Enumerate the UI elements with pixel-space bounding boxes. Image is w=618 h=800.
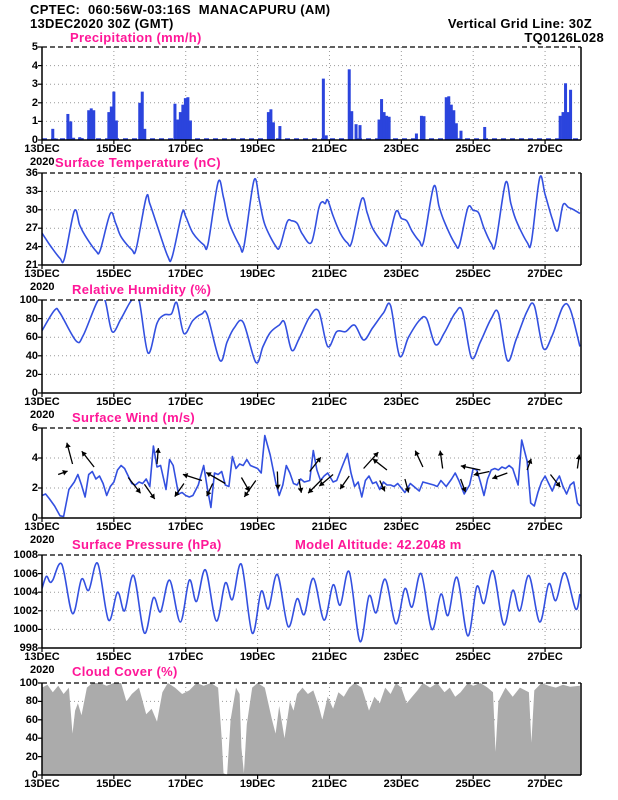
- ytick-pressure-1002: 1002: [13, 604, 38, 617]
- xtick-temp-17DEC: 17DEC: [167, 268, 204, 280]
- xtick-pressure-17DEC: 17DEC: [167, 651, 204, 663]
- xtick-cloud-15DEC: 15DEC: [96, 778, 132, 790]
- ytick-cloud-60: 60: [25, 713, 38, 726]
- xtick-pressure-15DEC: 15DEC: [96, 651, 132, 663]
- run-datetime: 13DEC2020 30Z (GMT): [30, 16, 174, 31]
- ytick-cloud-0: 0: [31, 769, 38, 781]
- humidity-series: [42, 295, 580, 363]
- xtick-cloud-23DEC: 23DEC: [383, 778, 420, 790]
- xtick-wind-23DEC: 23DEC: [383, 521, 420, 533]
- ytick-pressure-1008: 1008: [13, 549, 38, 561]
- xtick-pressure-13DEC: 13DEC: [24, 651, 60, 663]
- panel-precip: [38, 47, 581, 144]
- ytick-precip-5: 5: [31, 41, 38, 53]
- temp-series: [42, 176, 580, 263]
- panel-pressure: [38, 555, 581, 652]
- xtick-temp-21DEC: 21DEC: [311, 268, 348, 280]
- ytick-humidity-0: 0: [31, 387, 38, 399]
- xtick-humidity-13DEC: 13DEC: [24, 396, 60, 408]
- vertical-grid-note: Vertical Grid Line: 30Z: [447, 16, 592, 31]
- panel-title-precip: Precipitation (mm/h): [70, 30, 202, 45]
- xtick-wind-15DEC: 15DEC: [96, 521, 132, 533]
- xtick-temp-13DEC: 13DEC: [24, 268, 60, 280]
- xtick-pressure-23DEC: 23DEC: [383, 651, 420, 663]
- ytick-humidity-40: 40: [25, 349, 38, 362]
- ytick-temp-21: 21: [25, 259, 38, 271]
- ytick-humidity-100: 100: [19, 294, 38, 306]
- panel-temp: [38, 173, 581, 269]
- ytick-precip-2: 2: [31, 96, 38, 109]
- station-header: CPTEC: 060:56W-03:16S MANACAPURU (AM): [30, 2, 331, 17]
- ytick-pressure-1004: 1004: [13, 586, 38, 599]
- xtick-precip-15DEC: 15DEC: [96, 143, 132, 155]
- xtick-humidity-25DEC: 25DEC: [455, 396, 491, 408]
- year-label-pressure: 2020: [30, 664, 55, 676]
- xtick-pressure-21DEC: 21DEC: [311, 651, 348, 663]
- ytick-pressure-1000: 1000: [13, 623, 38, 636]
- xtick-temp-19DEC: 19DEC: [239, 268, 276, 280]
- ytick-humidity-80: 80: [25, 312, 38, 325]
- xtick-humidity-17DEC: 17DEC: [167, 396, 204, 408]
- panel-cloud: [38, 683, 581, 779]
- year-label-humidity: 2020: [30, 409, 55, 421]
- xtick-wind-13DEC: 13DEC: [24, 521, 60, 533]
- xtick-wind-21DEC: 21DEC: [311, 521, 348, 533]
- year-label-temp: 2020: [30, 281, 55, 293]
- xtick-humidity-21DEC: 21DEC: [311, 396, 348, 408]
- xtick-pressure-27DEC: 27DEC: [527, 651, 563, 663]
- xtick-precip-25DEC: 25DEC: [455, 143, 491, 155]
- xtick-wind-27DEC: 27DEC: [527, 521, 563, 533]
- model-id: TQ0126L028: [524, 30, 604, 45]
- panel-wind: [38, 428, 582, 522]
- ytick-wind-6: 6: [31, 422, 38, 434]
- ytick-humidity-60: 60: [25, 331, 38, 344]
- panel-humidity: [38, 295, 581, 397]
- xtick-precip-19DEC: 19DEC: [239, 143, 276, 155]
- panel-title-pressure: Surface Pressure (hPa): [72, 537, 222, 552]
- ytick-wind-4: 4: [31, 452, 38, 464]
- ytick-cloud-20: 20: [25, 750, 38, 763]
- ytick-cloud-40: 40: [25, 732, 38, 745]
- xtick-cloud-19DEC: 19DEC: [239, 778, 276, 790]
- ytick-temp-30: 30: [25, 203, 38, 216]
- xtick-pressure-19DEC: 19DEC: [239, 651, 276, 663]
- xtick-wind-19DEC: 19DEC: [239, 521, 276, 533]
- wind-arrows: [58, 443, 581, 499]
- ytick-precip-4: 4: [31, 59, 38, 72]
- xtick-humidity-23DEC: 23DEC: [383, 396, 420, 408]
- xtick-humidity-19DEC: 19DEC: [239, 396, 276, 408]
- year-label-wind: 2020: [30, 534, 55, 546]
- panel-title-wind: Surface Wind (m/s): [72, 410, 196, 425]
- ytick-temp-33: 33: [25, 185, 38, 198]
- panel-title-cloud: Cloud Cover (%): [72, 664, 178, 679]
- ytick-cloud-80: 80: [25, 695, 38, 708]
- cloud-series: [42, 683, 581, 775]
- panel-title-humidity: Relative Humidity (%): [72, 282, 212, 297]
- xtick-humidity-27DEC: 27DEC: [527, 396, 563, 408]
- ytick-pressure-1006: 1006: [13, 567, 38, 580]
- xtick-wind-25DEC: 25DEC: [455, 521, 491, 533]
- ytick-precip-0: 0: [31, 134, 38, 146]
- xtick-temp-25DEC: 25DEC: [455, 268, 491, 280]
- xtick-precip-21DEC: 21DEC: [311, 143, 348, 155]
- xtick-precip-23DEC: 23DEC: [383, 143, 420, 155]
- precip-series: [42, 69, 581, 140]
- xtick-cloud-25DEC: 25DEC: [455, 778, 491, 790]
- xtick-cloud-21DEC: 21DEC: [311, 778, 348, 790]
- xtick-temp-15DEC: 15DEC: [96, 268, 132, 280]
- ytick-wind-0: 0: [31, 512, 38, 524]
- xtick-precip-17DEC: 17DEC: [167, 143, 204, 155]
- ytick-pressure-998: 998: [19, 642, 38, 654]
- xtick-cloud-27DEC: 27DEC: [527, 778, 563, 790]
- xtick-precip-27DEC: 27DEC: [527, 143, 563, 155]
- xtick-cloud-13DEC: 13DEC: [24, 778, 60, 790]
- ytick-temp-36: 36: [25, 167, 38, 179]
- xtick-temp-23DEC: 23DEC: [383, 268, 420, 280]
- ytick-temp-27: 27: [25, 222, 38, 235]
- model-altitude-label: Model Altitude: 42.2048 m: [295, 537, 462, 552]
- ytick-cloud-100: 100: [19, 677, 38, 689]
- xtick-cloud-17DEC: 17DEC: [167, 778, 204, 790]
- ytick-humidity-20: 20: [25, 368, 38, 381]
- xtick-precip-13DEC: 13DEC: [24, 143, 60, 155]
- xtick-humidity-15DEC: 15DEC: [96, 396, 132, 408]
- pressure-series: [42, 563, 580, 642]
- xtick-temp-27DEC: 27DEC: [527, 268, 563, 280]
- panel-title-temp: Surface Temperature (nC): [55, 155, 221, 170]
- ytick-precip-1: 1: [31, 115, 38, 128]
- ytick-temp-24: 24: [25, 240, 38, 253]
- ytick-wind-2: 2: [31, 482, 38, 494]
- xtick-wind-17DEC: 17DEC: [167, 521, 204, 533]
- ytick-precip-3: 3: [31, 78, 38, 91]
- xtick-pressure-25DEC: 25DEC: [455, 651, 491, 663]
- year-label-precip: 2020: [30, 156, 55, 168]
